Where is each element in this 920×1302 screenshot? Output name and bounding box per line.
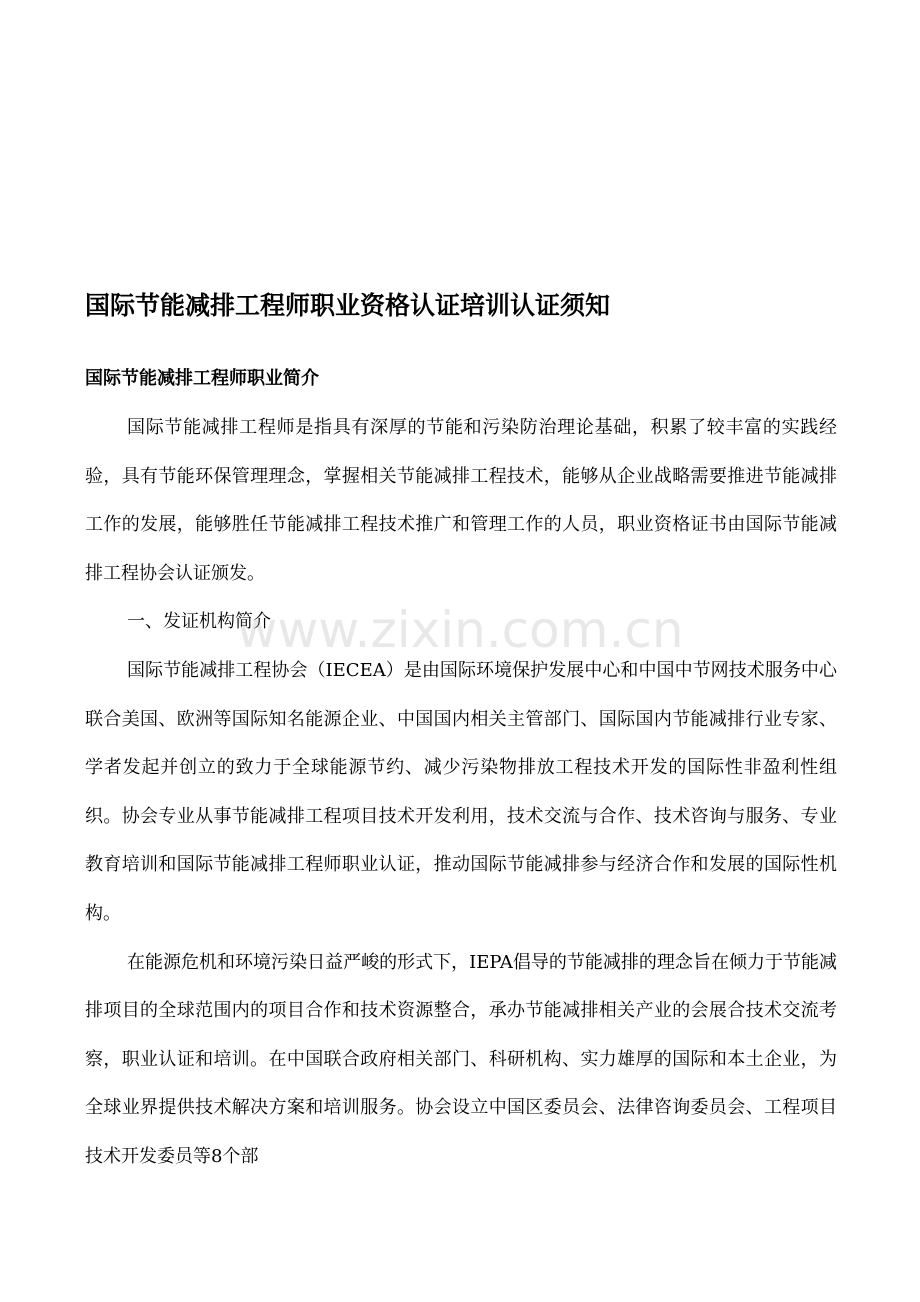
paragraph-mission: 在能源危机和环境污染日益严峻的形式下，IEPA倡导的节能减排的理念旨在倾力于节能减排项目的全球范围内的项目合作和技术资源整合，承办节能减排相关产业的会展合技术交流考察，职业认证和培训。在中国联合政府相关部门、科研机构、实力雄厚的国际和本土企业，为全球业界提供技术解决方案和培训服务。协会设立中国区委员会、法律咨询委员会、工程项目技术开发委员等8个部 [85,951,837,1167]
watermark-text: www.zixin.com.cn [236,601,684,659]
paragraph-association: 国际节能减排工程协会（IECEA）是由国际环境保护发展中心和中国中节网技术服务中心联合美国、欧洲等国际知名能源企业、中国国内相关主管部门、国际国内节能减排行业专家、学者发起并创立的致力于全球能源节约、减少污染物排放工程技术开发的国际性非盈利性组织。协会专业从事节能减排工程项目技术开发利用，技术交流与合作、技术咨询与服务、专业教育培训和国际节能减排工程师职业认证，推动国际节能减排参与经济合作和发展的国际性机构。 [85,659,837,924]
paragraph-intro: 国际节能减排工程师是指具有深厚的节能和污染防治理论基础，积累了较丰富的实践经验，具有节能环保管理理念，掌握相关节能减排工程技术，能够从企业战略需要推进节能减排工作的发展，能够胜任节能减排工程技术推广和管理工作的人员，职业资格证书由国际节能减排工程协会认证颁发。 [85,417,837,584]
body-text [85,404,837,1182]
document-title: 国际节能减排工程师职业资格认证培训认证须知 [85,291,611,320]
paragraph-subheading: 一、发证机构简介 [127,611,271,633]
section-heading: 国际节能减排工程师职业简介 [85,368,319,389]
